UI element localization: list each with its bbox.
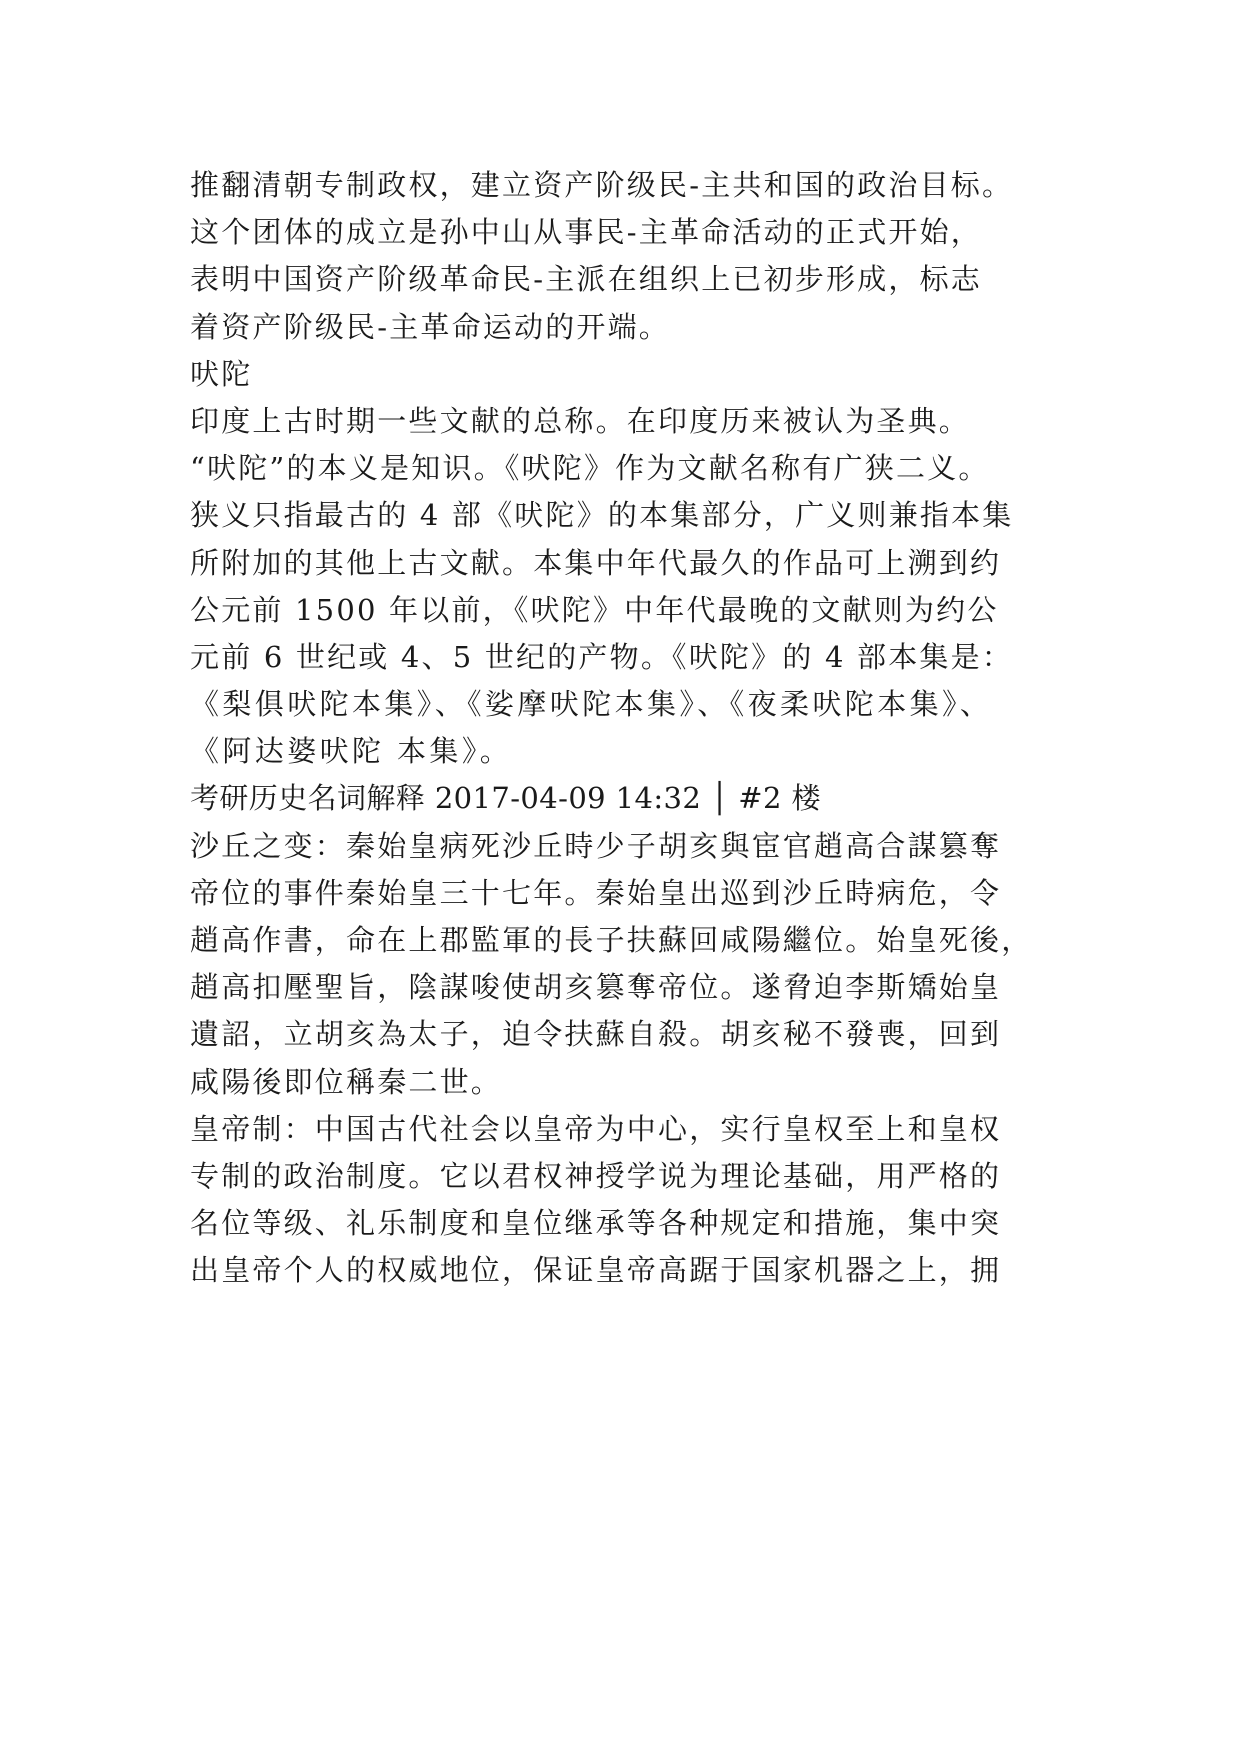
text-line: 推翻清朝专制政权，建立资产阶级民-主共和国的政治目标。 — [190, 168, 1014, 202]
text-line: 这个团体的成立是孙中山从事民-主革命活动的正式开始， — [190, 215, 982, 250]
text-line: 《阿达婆吠陀 本集》。 — [190, 734, 513, 769]
text-line: 皇帝制：中国古代社会以皇帝为中心，实行皇权至上和皇权 — [190, 1111, 1002, 1146]
text-line: 所附加的其他上古文献。本集中年代最久的作品可上溯到约 — [190, 545, 1002, 580]
text-line: 遺詔，立胡亥為太子，迫令扶蘇自殺。胡亥秘不發喪，回到 — [190, 1017, 1002, 1052]
text-line: 印度上古时期一些文献的总称。在印度历来被认为圣典。 — [190, 403, 971, 438]
text-line: 名位等级、礼乐制度和皇位继承等各种规定和措施，集中突 — [190, 1206, 1002, 1241]
text-line: 着资产阶级民-主革命运动的开端。 — [190, 309, 670, 344]
text-line: “吠陀”的本义是知识。《吠陀》作为文献名称有广狭二义。 — [190, 451, 990, 486]
text-line: 《梨俱吠陀本集》、《娑摩吠陀本集》、《夜柔吠陀本集》、 — [190, 687, 993, 722]
text-line: 表明中国资产阶级革命民-主派在组织上已初步形成，标志 — [190, 262, 982, 297]
post-header: 考研历史名词解释 2017-04-09 14:32 │ #2 楼 — [190, 781, 821, 816]
document-body — [190, 162, 1090, 1295]
text-line: 咸陽後即位稱秦二世。 — [190, 1064, 503, 1099]
text-line: 公元前 1500 年以前，《吠陀》中年代最晚的文献则为约公 — [190, 592, 999, 627]
text-line: 帝位的事件秦始皇三十七年。秦始皇出巡到沙丘時病危，令 — [190, 875, 1002, 910]
text-line: 沙丘之变：秦始皇病死沙丘時少子胡亥與宦官趙高合謀篡奪 — [190, 828, 1002, 863]
text-line: 专制的政治制度。它以君权神授学说为理论基础，用严格的 — [190, 1158, 1002, 1193]
text-line: 出皇帝个人的权威地位，保证皇帝高踞于国家机器之上，拥 — [190, 1253, 1002, 1288]
section-heading: 吠陀 — [190, 356, 253, 391]
text-line: 趙高扣壓聖旨，陰謀唆使胡亥篡奪帝位。遂脅迫李斯矯始皇 — [190, 970, 1002, 1005]
text-line: 趙高作書，命在上郡監軍的長子扶蘇回咸陽繼位。始皇死後， — [190, 923, 1033, 957]
text-line: 元前 6 世纪或 4、5 世纪的产物。《吠陀》的 4 部本集是： — [190, 639, 1014, 674]
text-line: 狭义只指最古的 4 部《吠陀》的本集部分，广义则兼指本集 — [190, 498, 1014, 533]
